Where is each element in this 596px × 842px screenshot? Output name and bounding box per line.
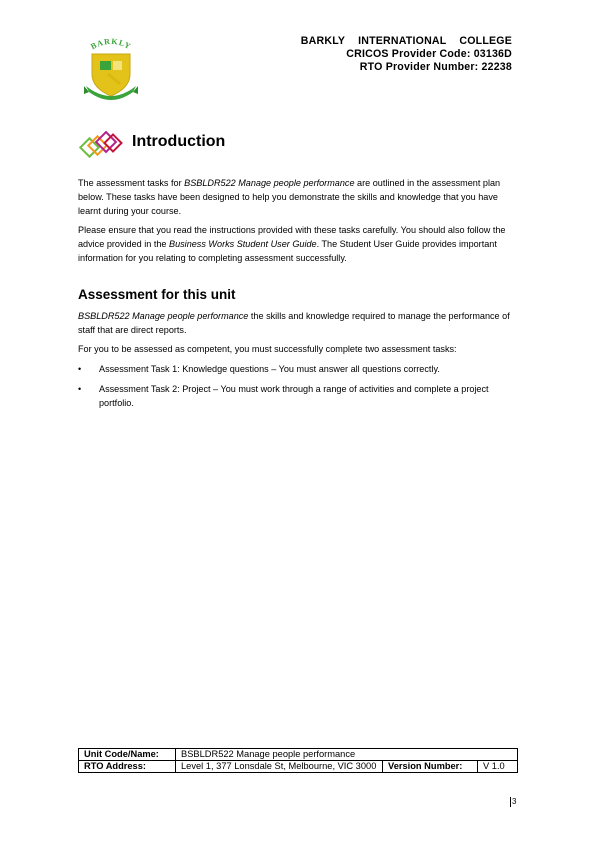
footer-table — [78, 748, 518, 773]
college-name: BARKLY INTERNATIONAL COLLEGE — [300, 35, 512, 47]
page-number: 3 — [512, 797, 517, 806]
task-list — [78, 363, 510, 410]
introduction-heading: Introduction — [132, 133, 226, 150]
section-diamonds-icon — [77, 127, 129, 163]
assessment-heading: Assessment for this unit — [78, 286, 236, 302]
rto-address-label: RTO Address: — [79, 761, 176, 773]
list-item: • Assessment Task 2: Project – You must work through a range of activities and complete a project portfolio. — [78, 383, 489, 408]
version-label: Version Number: — [383, 761, 478, 773]
rto-number: RTO Provider Number: 22238 — [359, 61, 512, 73]
intro-paragraph-1: The assessment tasks for BSBLDR522 Manage people performance are outlined in the assessment plan below. These tasks have been designed to help you demonstrate the skills and knowledge that you have learnt during your course. — [78, 178, 501, 216]
intro-paragraph-2: Please ensure that you read the instructions provided with these tasks carefully. You should also follow the advice provided in the Business Works Student User Guide. The Student User Guide provides important information for you relating to completing assessment successfully. — [78, 225, 506, 263]
list-item: • Assessment Task 1: Knowledge questions – You must answer all questions correctly. — [78, 363, 510, 377]
bullet: • — [78, 383, 82, 394]
logo-text: BARKLY — [89, 36, 133, 52]
rto-address-value: Level 1, 377 Lonsdale St, Melbourne, VIC 3000 — [176, 761, 383, 773]
unit-paragraph-1: BSBLDR522 Manage people performance the skills and knowledge required to manage the performance of staff that are direct reports. — [78, 310, 510, 335]
college-header — [301, 35, 512, 74]
unit-paragraph-2: For you to be assessed as competent, you must successfully complete two assessment tasks: — [78, 344, 457, 355]
college-logo — [80, 34, 142, 102]
cricos-code: CRICOS Provider Code: 03136D — [346, 48, 512, 60]
svg-text:BARKLY — [89, 37, 133, 51]
main-content — [78, 177, 510, 417]
unit-code-value: BSBLDR522 Manage people performance — [176, 749, 518, 761]
version-value: V 1.0 — [478, 761, 518, 773]
bullet: • — [78, 364, 82, 375]
unit-code-label: Unit Code/Name: — [79, 749, 176, 761]
